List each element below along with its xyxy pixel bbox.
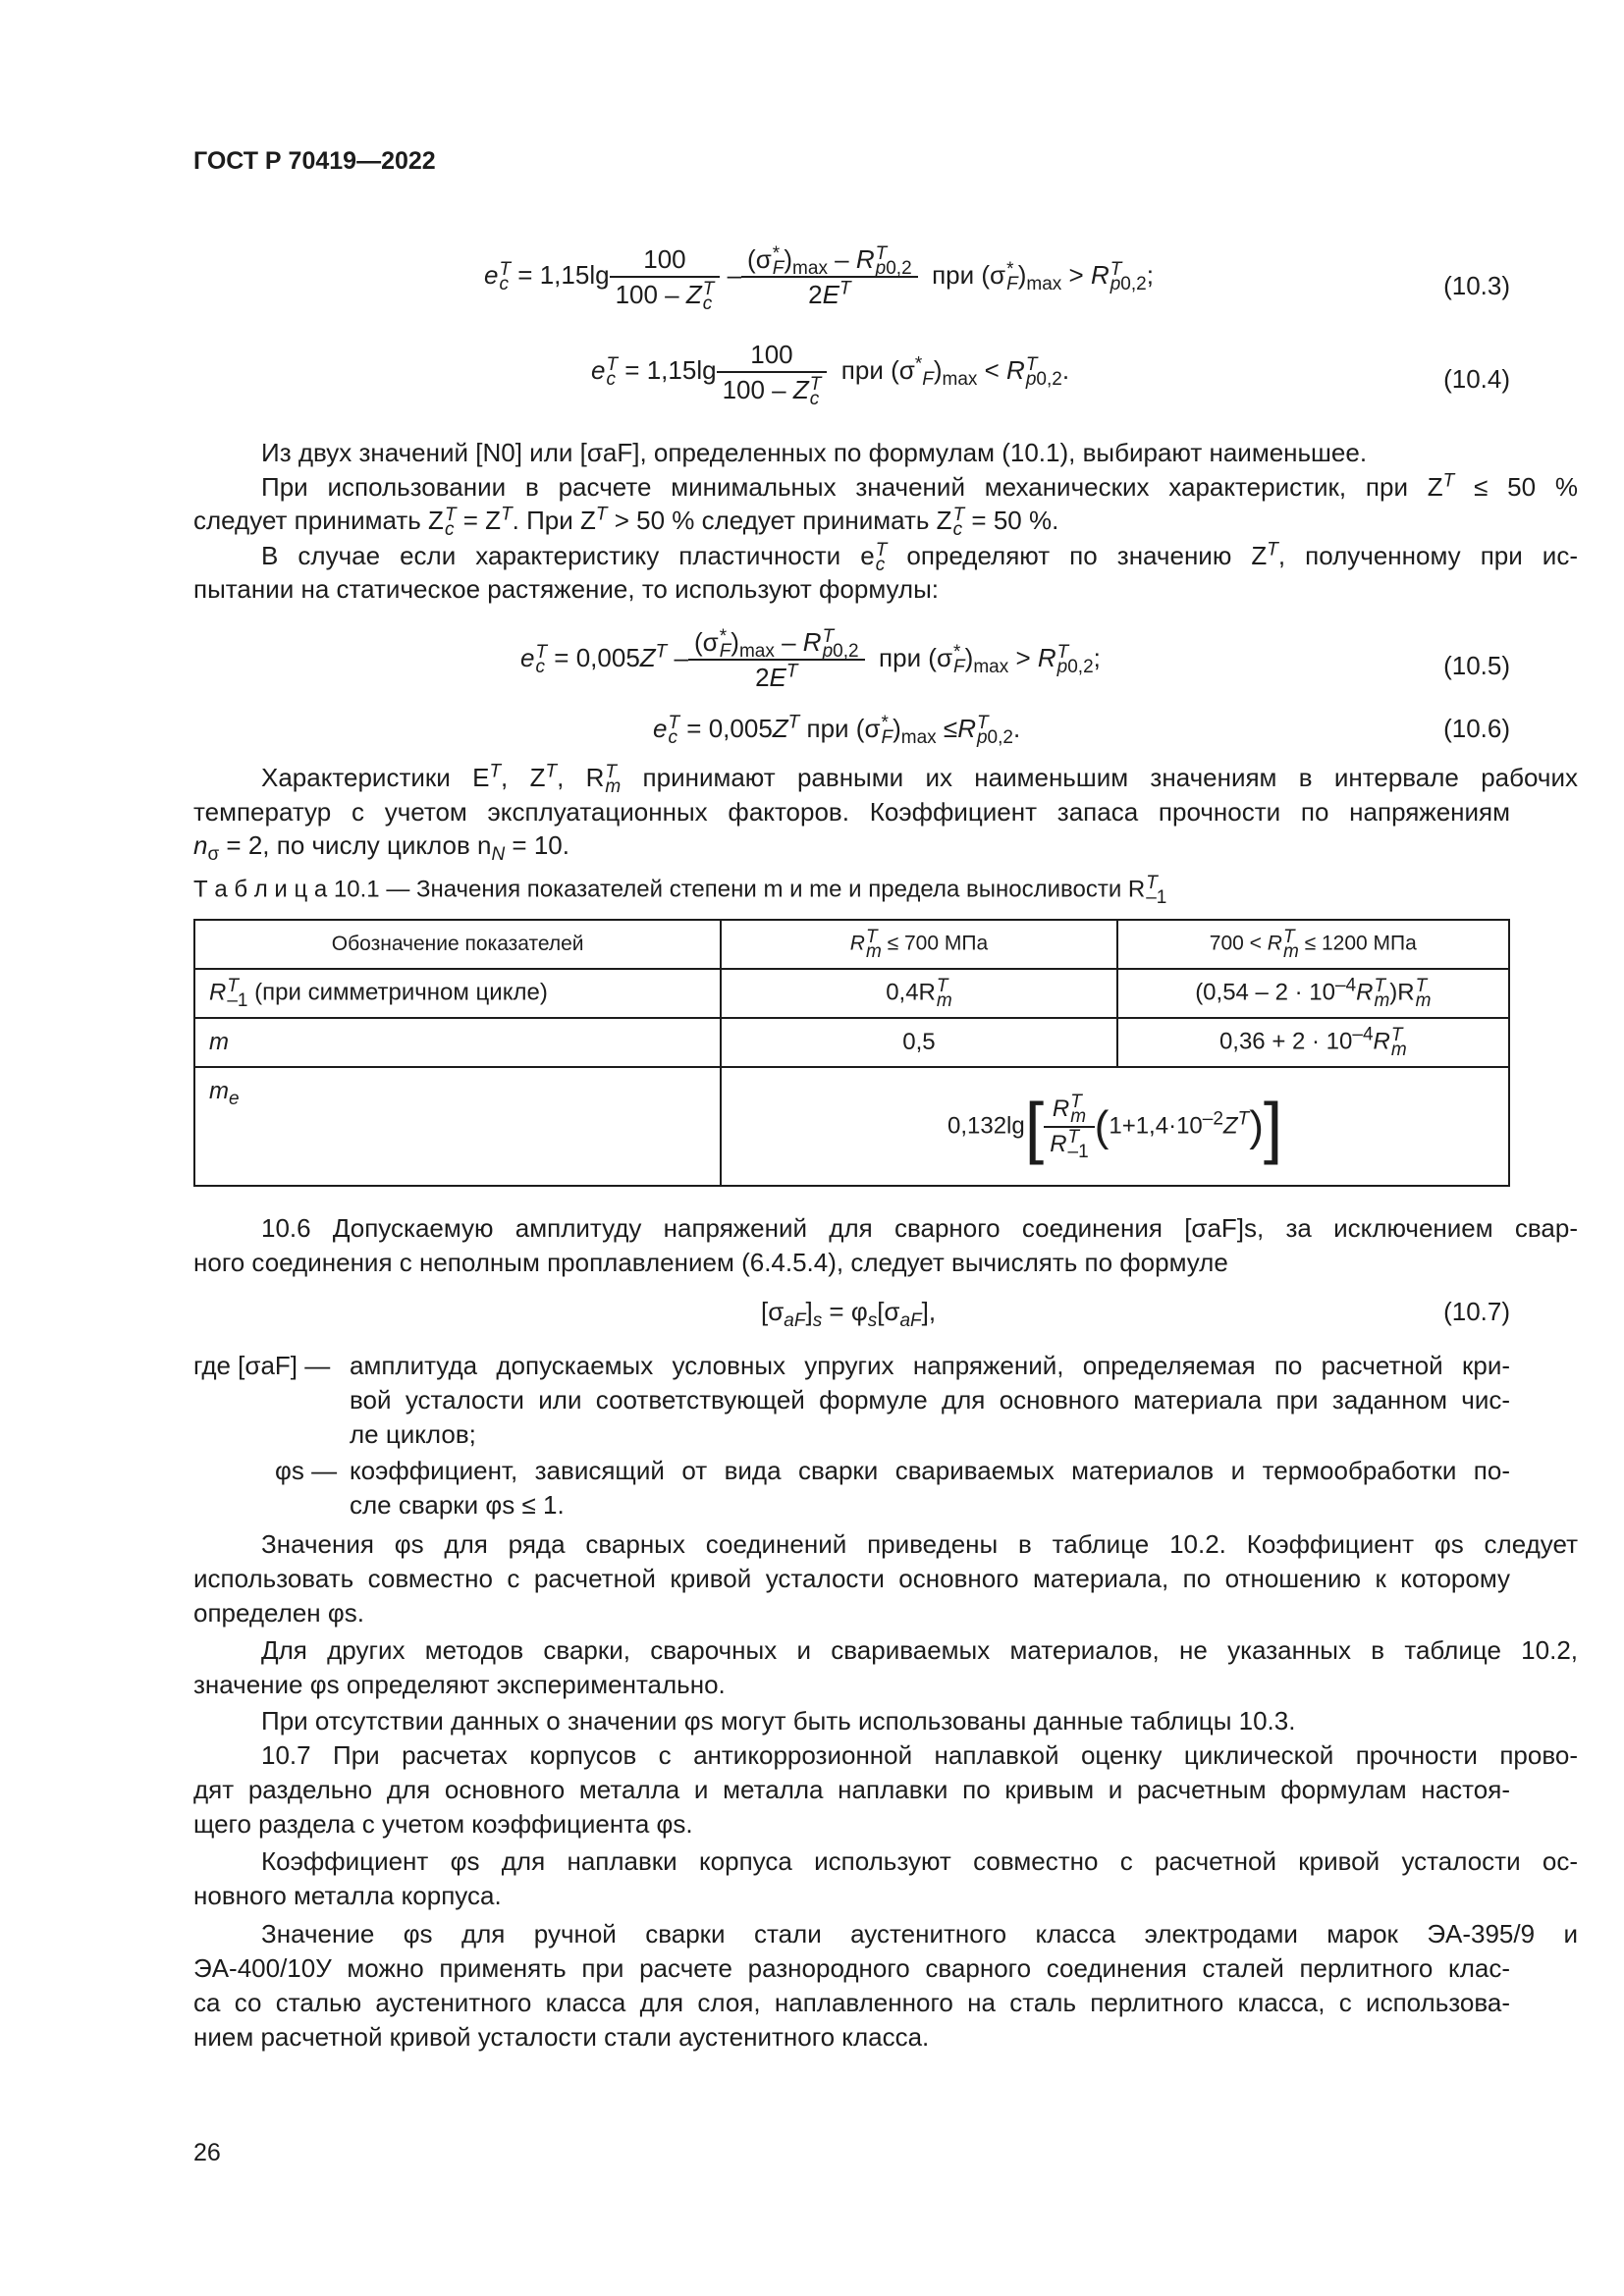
- paragraph: значение φs определяют экспериментально.: [193, 1670, 726, 1699]
- equation-number: (10.6): [1443, 714, 1510, 743]
- paragraph: новного металла корпуса.: [193, 1881, 502, 1910]
- document-code: ГОСТ Р 70419—2022: [193, 147, 436, 175]
- paragraph: При отсутствии данных о значении φs могут быть использованы данные таблицы 10.3.: [261, 1706, 1296, 1735]
- paragraph: щего раздела с учетом коэффициента φs.: [193, 1809, 693, 1839]
- paragraph: Характеристики $E^T$, $Z^T$, R T m принимают равными их наименьшим значениям в интервале рабочих: [261, 761, 1578, 798]
- equation-10-3: e T c = 1,15lg 100 100 – Z T c – (σ * F )$_{max}$ – R T p0,2 $2E^T$ при (σ * F )$_{max} > R$ T p0,2 ;: [484, 243, 1154, 315]
- paragraph: дят раздельно для основного металла и металла наплавки по кривым и расчетным формулам настоя-: [193, 1775, 1510, 1804]
- table-header-cell: Обозначение показателей: [194, 920, 721, 969]
- paragraph: определен φs.: [193, 1598, 364, 1628]
- paragraph: Значение φs для ручной сварки стали аустенитного класса электродами марок ЭА-395/9 и: [261, 1919, 1578, 1949]
- table-header-cell: 700 < R T m ≤ 1200 МПа: [1117, 920, 1509, 969]
- equation-10-7: $[\sigma_{aF}]_s = \varphi_s[\sigma_{aF}]$,: [761, 1297, 937, 1332]
- table-cell: 0,5: [721, 1018, 1116, 1067]
- table-cell: $0,36 + 2 \cdot 10^{-4}R$ T m: [1117, 1018, 1509, 1067]
- paragraph: При использовании в расчете минимальных значений механических характеристик, при $Z^T \le 50$ %: [261, 470, 1578, 502]
- definition-text: коэффициент, зависящий от вида сварки свариваемых материалов и термообработки по-: [350, 1456, 1510, 1485]
- paragraph: Для других методов сварки, сварочных и свариваемых материалов, не указанных в таблице 10.2,: [261, 1635, 1578, 1665]
- definition-text: ле циклов;: [350, 1419, 476, 1449]
- paragraph: 10.7 При расчетах корпусов с антикоррозионной наплавкой оценку циклической прочности прово-: [261, 1740, 1578, 1770]
- paragraph: нием расчетной кривой усталости стали аустенитного класса.: [193, 2022, 930, 2052]
- table-header-cell: R T m ≤ 700 МПа: [721, 920, 1116, 969]
- definition-text: сле сварки φs ≤ 1.: [350, 1490, 565, 1520]
- table-cell: 0,4R T m: [721, 969, 1116, 1018]
- table-row: [194, 1018, 1509, 1067]
- equation-10-5: e T c = $0,005Z^T$ – (σ * F )$_{max}$ – R T p0,2 $2E^T$ при (σ * F )$_{max} > R$ T p0,2 ;: [520, 626, 1101, 693]
- table-caption: Т а б л и ц а 10.1 — Значения показателей степени m и me и предела выносливости R T –1: [193, 873, 1167, 908]
- table-header-row: [194, 920, 1509, 969]
- table-cell: ($0,54 - 2 \cdot 10^{-4}R$ T m )R T m: [1117, 969, 1509, 1018]
- paragraph: ного соединения с неполным проплавлением (6.4.5.4), следует вычислять по формуле: [193, 1248, 1228, 1277]
- equation-number: (10.3): [1443, 271, 1510, 300]
- page-number: 26: [193, 2139, 221, 2166]
- table-cell: $m_e$: [194, 1067, 721, 1186]
- paragraph: использовать совместно с расчетной кривой усталости основного материала, по отношению к которому: [193, 1564, 1510, 1593]
- paragraph: температур с учетом эксплуатационных факторов. Коэффициент запаса прочности по напряжениям: [193, 797, 1510, 827]
- paragraph: Из двух значений [N0] или [σaF], определенных по формулам (10.1), выбирают наименьшее.: [261, 438, 1368, 467]
- paragraph: Коэффициент φs для наплавки корпуса используют совместно с расчетной кривой усталости ос-: [261, 1846, 1578, 1876]
- table-cell: m: [194, 1018, 721, 1067]
- equation-10-6: e T c = $0,005Z^T$ при (σ * F )$_{max} \le R$ T p0,2 .: [653, 712, 1021, 749]
- equation-number: (10.5): [1443, 651, 1510, 680]
- definition-term: φs —: [275, 1456, 338, 1485]
- table-cell: R T –1 (при симметричном цикле): [194, 969, 721, 1018]
- equation-10-4: e T c = 1,15lg 100 100 – Z T c при $(\sigma^*_F)_{max} < R$ T p0,2 .: [591, 340, 1070, 410]
- table-cell-formula: 0,132lg[ R T m R T –1 $(1+1,4\cdot 10^{-2}Z^T)$]: [721, 1067, 1509, 1186]
- definition-text: амплитуда допускаемых условных упругих напряжений, определяемая по расчетной кри-: [350, 1351, 1510, 1380]
- equation-number: (10.7): [1443, 1297, 1510, 1326]
- paragraph: 10.6 Допускаемую амплитуду напряжений для сварного соединения [σaF]s, за исключением свар-: [261, 1213, 1578, 1243]
- paragraph: ЭА-400/10У можно применять при расчете разнородного сварного соединения сталей перлитного клас-: [193, 1953, 1510, 1983]
- paragraph: са со сталью аустенитного класса для слоя, наплавленного на сталь перлитного класса, с использова-: [193, 1988, 1510, 2017]
- definition-term: где [σaF] —: [193, 1351, 331, 1380]
- definition-text: вой усталости или соответствующей формуле для основного материала при заданном чис-: [350, 1385, 1510, 1415]
- paragraph: пытании на статическое растяжение, то используют формулы:: [193, 574, 940, 604]
- paragraph: Значения φs для ряда сварных соединений приведены в таблице 10.2. Коэффициент φs следует: [261, 1529, 1578, 1559]
- table-row: [194, 969, 1509, 1018]
- table-row: [194, 1067, 1509, 1186]
- table-10-1: [193, 919, 1510, 1187]
- paragraph: $n_\sigma = 2$, по числу циклов $n_N = 10$.: [193, 830, 569, 866]
- paragraph: В случае если характеристику пластичности e T c определяют по значению $Z^T$, полученному при ис-: [261, 539, 1578, 576]
- equation-number: (10.4): [1443, 364, 1510, 394]
- paragraph: следует принимать Z T c = $Z^T$. При $Z^T > 50$ % следует принимать Z T c = 50 %.: [193, 504, 1059, 541]
